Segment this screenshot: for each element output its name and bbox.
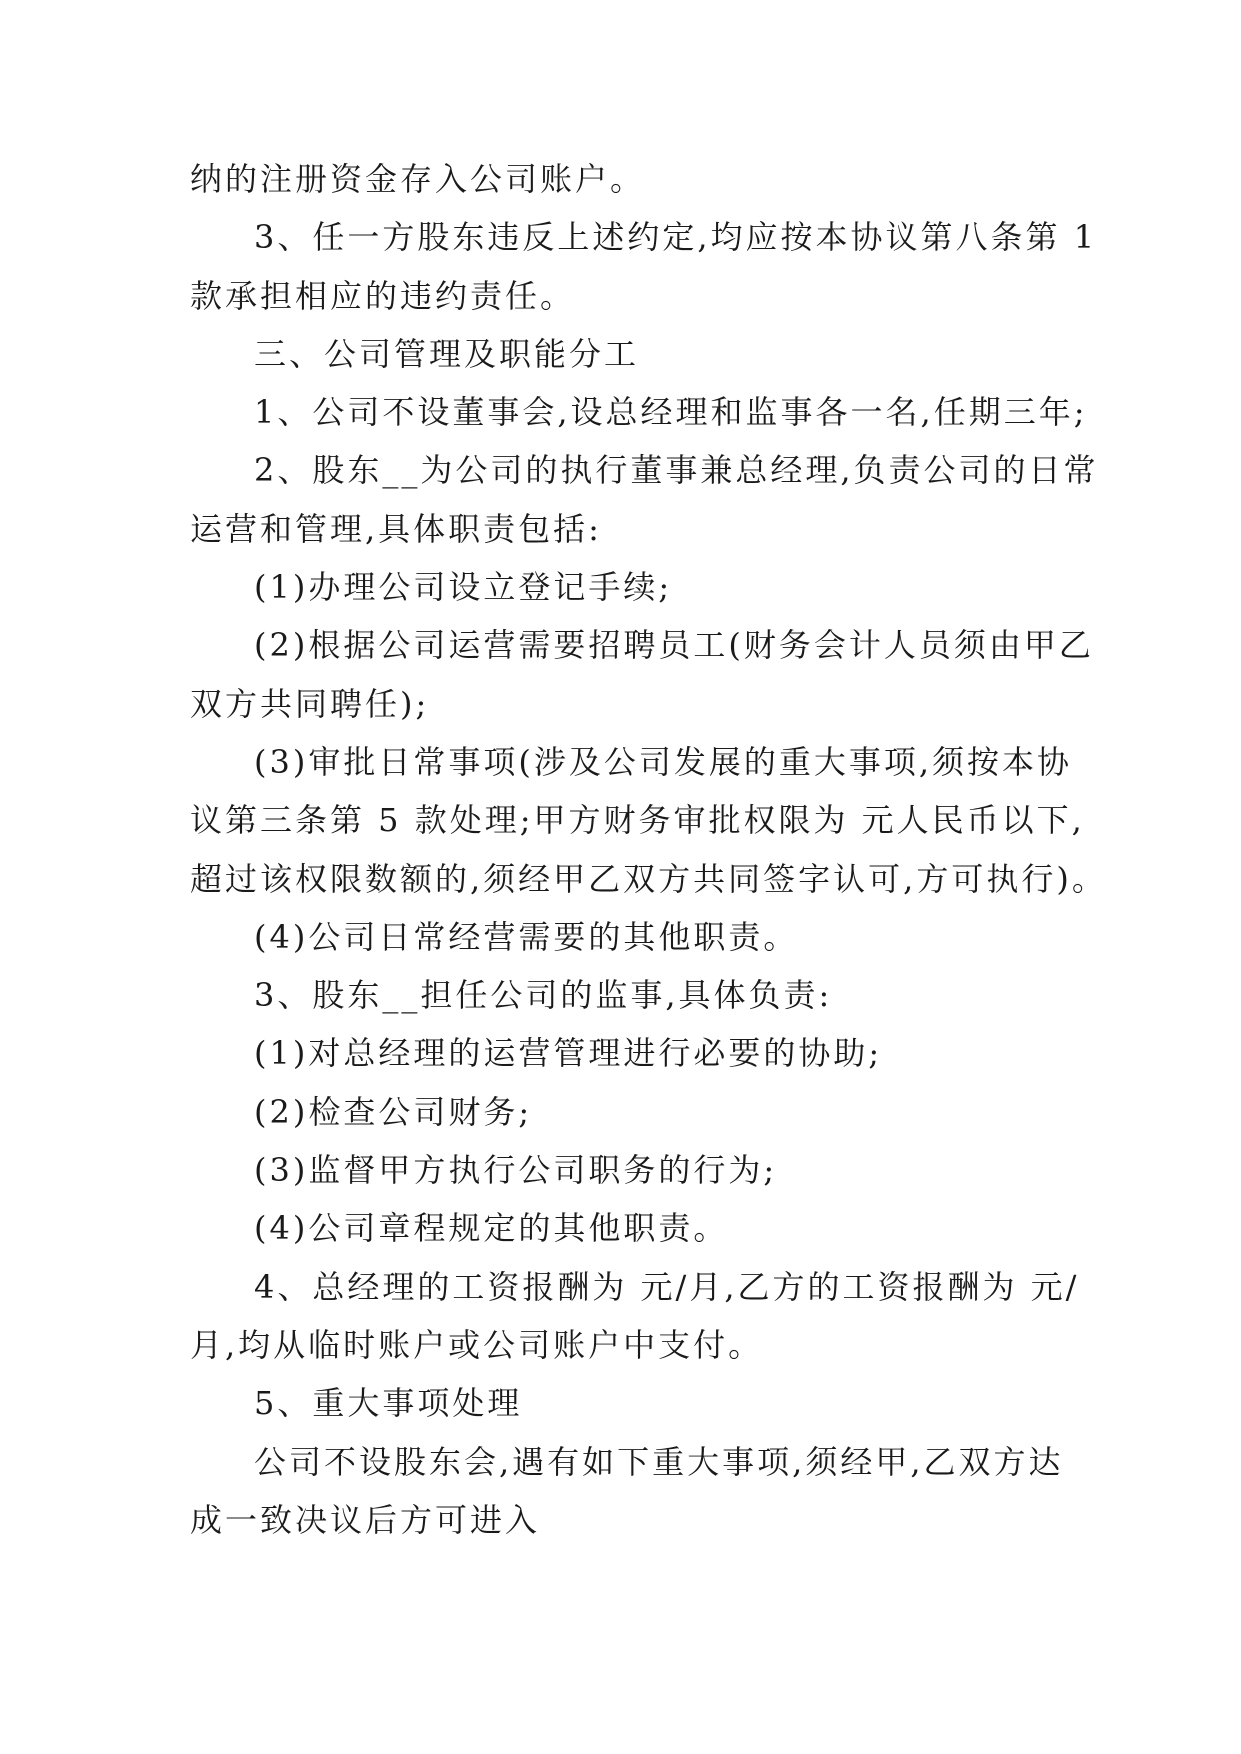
text-line: 款承担相应的违约责任。 bbox=[190, 276, 576, 315]
text-line: 1、公司不设董事会,设总经理和监事各一名,任期三年; bbox=[254, 393, 1088, 432]
text-line: 月,均从临时账户或公司账户中支付。 bbox=[190, 1325, 764, 1364]
text-line: (3)监督甲方执行公司职务的行为; bbox=[254, 1151, 778, 1190]
text-line: 运营和管理,具体职责包括: bbox=[190, 509, 602, 548]
text-line: 2、股东__为公司的执行董事兼总经理,负责公司的日常 bbox=[254, 451, 1099, 490]
document-body bbox=[190, 150, 1107, 1549]
text-line: 3、股东__担任公司的监事,具体负责: bbox=[254, 976, 833, 1015]
text-line: (2)根据公司运营需要招聘员工(财务会计人员须由甲乙 bbox=[254, 626, 1094, 665]
section-heading: 5、重大事项处理 bbox=[254, 1384, 523, 1423]
text-line: 成一致决议后方可进入 bbox=[190, 1500, 541, 1539]
text-line: 4、总经理的工资报酬为 元/月,乙方的工资报酬为 元/ bbox=[254, 1267, 1080, 1306]
text-line: (1)办理公司设立登记手续; bbox=[254, 568, 673, 607]
section-heading: 三、公司管理及职能分工 bbox=[254, 334, 640, 373]
text-line: 议第三条第 5 款处理;甲方财务审批权限为 元人民币以下, bbox=[190, 801, 1085, 840]
text-line: 双方共同聘任); bbox=[190, 684, 430, 723]
text-line: 公司不设股东会,遇有如下重大事项,须经甲,乙双方达 bbox=[254, 1442, 1064, 1481]
text-line: 3、任一方股东违反上述约定,均应按本协议第八条第 1 bbox=[254, 218, 1098, 257]
text-line: (4)公司章程规定的其他职责。 bbox=[254, 1209, 729, 1248]
text-line: 超过该权限数额的,须经甲乙双方共同签字认可,方可执行)。 bbox=[190, 859, 1107, 898]
text-line: 纳的注册资金存入公司账户。 bbox=[190, 160, 646, 198]
text-line: (1)对总经理的运营管理进行必要的协助; bbox=[254, 1034, 883, 1073]
text-line: (4)公司日常经营需要的其他职责。 bbox=[254, 917, 799, 956]
text-line: (3)审批日常事项(涉及公司发展的重大事项,须按本协 bbox=[254, 742, 1072, 781]
text-line: (2)检查公司财务; bbox=[254, 1092, 533, 1131]
